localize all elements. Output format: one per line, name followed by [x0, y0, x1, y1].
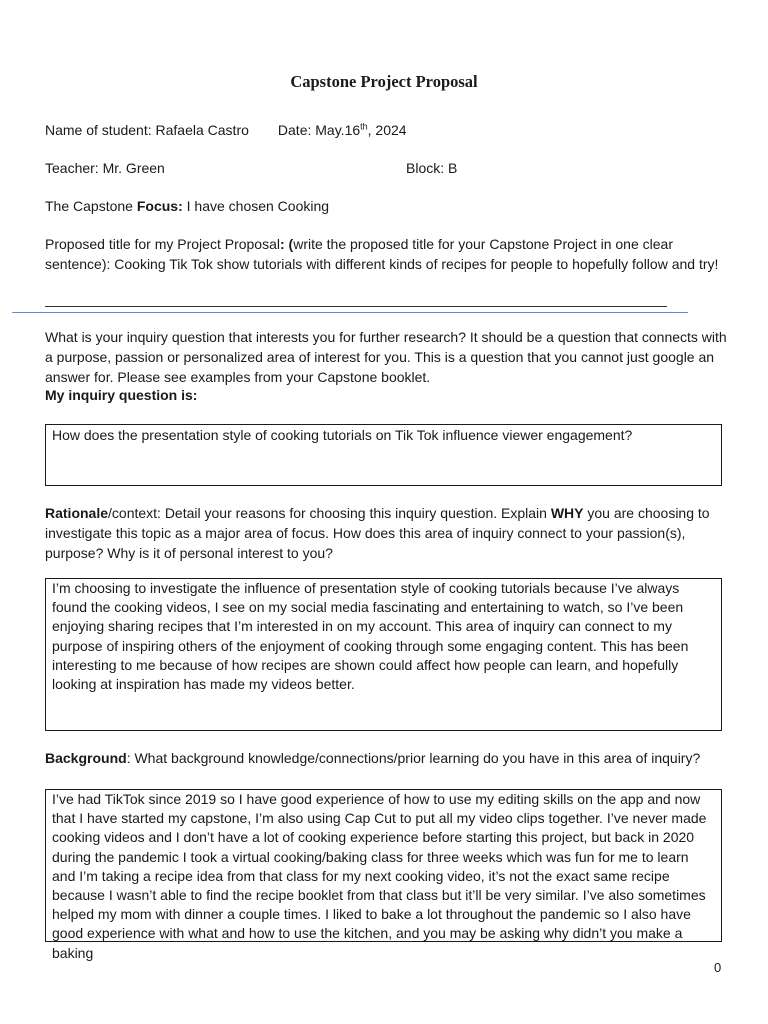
page-number: 0	[714, 960, 722, 975]
focus-value: I have chosen Cooking	[182, 198, 330, 214]
rationale-answer-box	[45, 578, 722, 731]
focus-label: Focus:	[136, 198, 183, 214]
background-prompt	[45, 750, 700, 766]
date-suffix: th	[360, 121, 368, 132]
focus-prefix: The Capstone	[45, 198, 137, 214]
rationale-answer: I’m choosing to investigate the influence of presentation style of cooking tutorials because I’ve always found the cooking videos, I see on my social media fascinating and entertaining to watch, so I’ve been enjoying sharing recipes that I’m interested in on my account. This area of inquiry can connect to my purpose of inspiring others of the enjoyment of cooking through some engaging content. This has been interesting to me because of how recipes are shown could affect how people can learn, and hopefully looking at inspiration has made my videos better.	[52, 580, 689, 693]
rationale-prompt	[45, 503, 725, 563]
background-answer: I’ve had TikTok since 2019 so I have good experience of how to use my editing skills on the app and now that I have started my capstone, I’m also using Cap Cut to put all my video clips together. I’ve never made cooking videos and I don’t have a lot of cooking experience before starting this project, but back in 2020 during the pandemic I took a virtual cooking/baking class for three weeks which was fun for me to learn and I’m taking a recipe idea from that class for my next cooking video, it’s not the exact same recipe because I wasn’t able to find the recipe booklet from that class but it’ll be very similar. I’ve also sometimes helped my mom with dinner a couple times. I liked to bake a lot throughout the pandemic so I also have good experience with what and how to use the kitchen, and you may be asking why didn’t you make a baking	[52, 791, 707, 961]
inquiry-label: My inquiry question is:	[45, 387, 198, 403]
date-label: Date:	[277, 122, 316, 138]
student-name: Rafaela Castro	[155, 122, 249, 138]
inquiry-answer: How does the presentation style of cooking tutorials on Tik Tok influence viewer engagement?	[52, 427, 633, 443]
date-year: , 2024	[367, 122, 407, 138]
block-value: B	[448, 160, 458, 176]
teacher-label: Teacher:	[45, 160, 103, 176]
horizontal-rule	[12, 312, 688, 313]
inquiry-prompt: What is your inquiry question that interests you for further research? It should be a question that connects with a purpose, passion or personalized area of interest for you. This is a question that you cannot just google an answer for. Please see examples from your Capstone booklet.	[45, 329, 727, 385]
student-line	[45, 122, 407, 138]
rationale-prompt-b: you are choosing to investigate this topic as a major area of focus. How does this area of inquiry connect to your passion(s), purpose? Why is it of personal interest to you?	[45, 505, 710, 561]
background-label: Background	[45, 750, 127, 766]
background-answer-box	[45, 789, 722, 961]
block-line	[406, 160, 457, 176]
proposed-title-text: write the proposed title for your Capstone Project in one clear sentence): Cooking Tik Tok show tutorials with different kinds of recipes for people to hopefully follow and try!	[45, 236, 719, 272]
proposed-title-paragraph	[45, 234, 735, 274]
background-prompt-text: : What background knowledge/connections/prior learning do you have in this area of inquiry?	[126, 750, 701, 766]
rationale-why: WHY	[550, 505, 584, 521]
inquiry-answer-box	[45, 424, 722, 486]
block-label: Block:	[406, 160, 449, 176]
proposed-title-label: Proposed title for my Project Proposal	[45, 236, 280, 252]
teacher-line	[45, 160, 165, 176]
title-answer-line	[45, 294, 667, 307]
proposed-title-colon: : (	[280, 236, 294, 252]
student-name-label: Name of student:	[45, 122, 156, 138]
rationale-label-rest: /context	[108, 505, 158, 521]
date-value: May.16	[315, 122, 361, 138]
rationale-prompt-a: : Detail your reasons for choosing this inquiry question. Explain	[157, 505, 551, 521]
teacher-name: Mr. Green	[102, 160, 165, 176]
rationale-label: Rationale	[45, 505, 109, 521]
document-title: Capstone Project Proposal	[290, 72, 478, 91]
focus-line	[45, 198, 329, 214]
